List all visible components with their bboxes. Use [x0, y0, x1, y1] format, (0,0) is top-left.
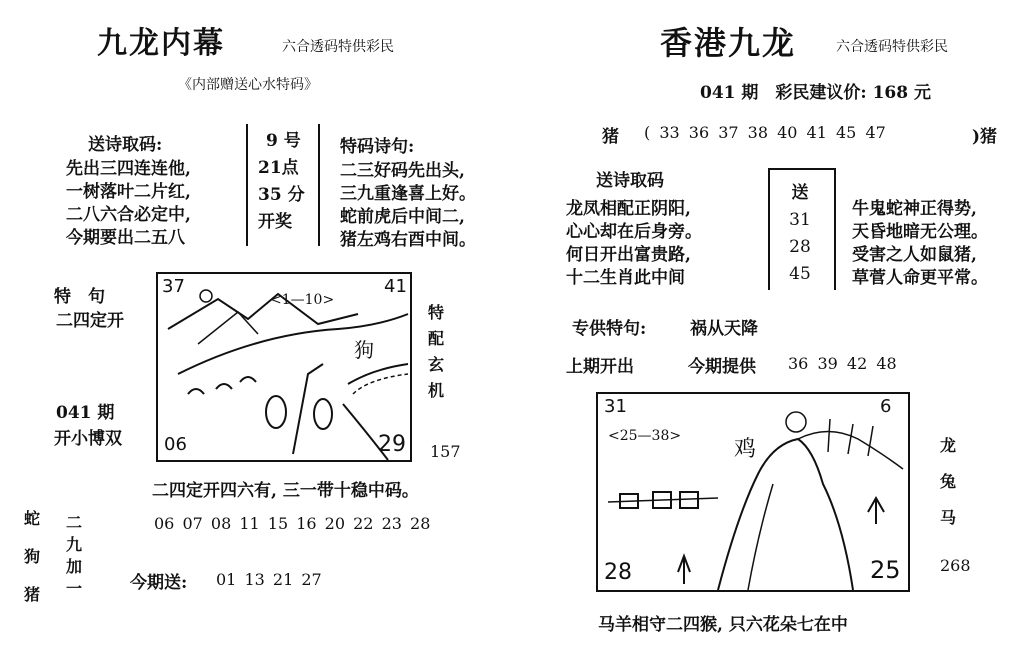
pig-numbers: ( 33 36 37 38 40 41 45 47	[644, 123, 886, 142]
sketch-num-top-right: 6	[880, 396, 892, 417]
tejv-text: 二四定开	[56, 311, 124, 331]
right-poem	[566, 198, 702, 290]
pig-right: )猪	[972, 127, 998, 147]
right-special-label: 专供特句:	[572, 319, 647, 339]
zodiac-char: 狗	[24, 547, 41, 566]
right-footer: 马羊相守二四猴, 只六花朵七在中	[598, 615, 848, 635]
left-hint-line: 二四定开四六有, 三一带十稳中码。	[152, 481, 419, 501]
right-poem2-line: 牛鬼蛇神正得势,	[852, 199, 977, 219]
left-tagline: 《内部赠送心水特码》	[178, 77, 318, 93]
left-side-vertical	[428, 300, 444, 404]
sketch-char: 鸡	[734, 437, 757, 462]
right-poem-line: 心心却在后身旁。	[566, 222, 702, 242]
special-line: 二三好码先出头,	[340, 161, 465, 181]
right-sketch-drawing	[598, 394, 908, 590]
give-label: 今期送:	[130, 573, 188, 593]
special-header: 特码诗句:	[340, 137, 415, 157]
rule-column	[66, 512, 82, 600]
right-title: 香港九龙	[660, 24, 797, 62]
last-draw-label: 上期开出	[566, 357, 634, 377]
right-poem2-line: 受害之人如鼠猪,	[852, 245, 977, 265]
special-poem	[340, 160, 476, 252]
draw-label: 开奖	[258, 212, 292, 232]
give-col-label: 送	[791, 183, 809, 203]
right-subtitle: 六合透码特供彩民	[836, 39, 948, 55]
left-title: 九龙内幕	[97, 26, 225, 61]
left-subtitle: 六合透码特供彩民	[282, 39, 394, 55]
draw-minute: 35 分	[258, 185, 305, 205]
rule-char: 二	[66, 513, 83, 532]
side-char: 机	[428, 381, 445, 400]
left-side-number: 157	[430, 442, 461, 461]
right-issue-line: 041 期 彩民建议价: 168 元	[700, 83, 932, 103]
zodiac-char: 蛇	[24, 509, 41, 528]
special-line: 三九重逢喜上好。	[340, 184, 476, 204]
right-sketch	[596, 392, 910, 592]
left-issue: 041 期	[56, 403, 115, 423]
side-char: 龙	[940, 436, 957, 455]
side-char: 配	[428, 329, 445, 348]
side-char: 特	[428, 303, 445, 322]
provide-label: 今期提供	[688, 357, 756, 377]
left-divider	[246, 124, 248, 246]
tejv-label: 特 句	[54, 287, 105, 307]
left-poem-line: 二八六合必定中,	[66, 205, 191, 225]
sketch-num-bottom-right: 29	[378, 432, 406, 457]
left-poem-header: 送诗取码:	[88, 135, 163, 155]
give-col-number: 31	[789, 210, 811, 230]
draw-day: 9 号	[266, 131, 301, 151]
right-side-vertical	[940, 428, 956, 536]
right-side-number: 268	[940, 556, 971, 575]
right-poem2	[852, 198, 988, 290]
right-poem2-line: 草菅人命更平常。	[852, 268, 988, 288]
pig-left: 猪	[602, 127, 619, 147]
give-column	[780, 180, 820, 288]
sketch-range: <1—10>	[270, 292, 335, 308]
sketch-num-top-right: 41	[384, 276, 407, 297]
left-issue-text: 开小博双	[54, 429, 122, 449]
left-number-list: 06 07 08 11 15 16 20 22 23 28	[154, 514, 431, 533]
side-char: 兔	[940, 472, 957, 491]
special-line: 蛇前虎后中间二,	[340, 207, 465, 227]
side-char: 马	[940, 508, 957, 527]
left-poem	[66, 158, 191, 250]
rule-char: 加	[66, 557, 83, 576]
provide-numbers: 36 39 42 48	[788, 354, 897, 373]
left-divider	[318, 124, 320, 246]
right-poem-line: 十二生肖此中间	[566, 268, 685, 288]
sketch-num-bottom-left: 06	[164, 434, 187, 455]
left-poem-line: 一树落叶二片红,	[66, 182, 191, 202]
sketch-num-bottom-right: 25	[870, 556, 901, 584]
right-poem-header: 送诗取码	[596, 171, 664, 191]
right-special-text: 祸从天降	[690, 319, 758, 339]
right-poem2-line: 天昏地暗无公理。	[852, 222, 988, 242]
left-sketch	[156, 272, 412, 462]
side-char: 玄	[428, 355, 445, 374]
draw-time	[258, 128, 305, 236]
rule-char: 九	[66, 535, 83, 554]
give-col-number: 45	[789, 264, 811, 284]
left-poem-line: 先出三四连连他,	[66, 159, 191, 179]
draw-hour: 21点	[258, 158, 299, 178]
sketch-num-top-left: 37	[162, 276, 185, 297]
special-line: 猪左鸡右酉中间。	[340, 230, 476, 250]
give-numbers: 01 13 21 27	[216, 570, 322, 589]
rule-char: 一	[66, 579, 83, 598]
right-poem-line: 何日开出富贵路,	[566, 245, 691, 265]
zodiac-char: 猪	[24, 585, 41, 604]
sketch-num-bottom-left: 28	[604, 560, 632, 585]
zodiac-column	[24, 500, 40, 614]
left-poem-line: 今期要出二五八	[66, 228, 185, 248]
sketch-char: 狗	[354, 338, 374, 362]
sketch-range: <25—38>	[608, 428, 682, 444]
give-col-number: 28	[789, 237, 811, 257]
sketch-num-top-left: 31	[604, 396, 627, 417]
right-poem-line: 龙凤相配正阴阳,	[566, 199, 691, 219]
